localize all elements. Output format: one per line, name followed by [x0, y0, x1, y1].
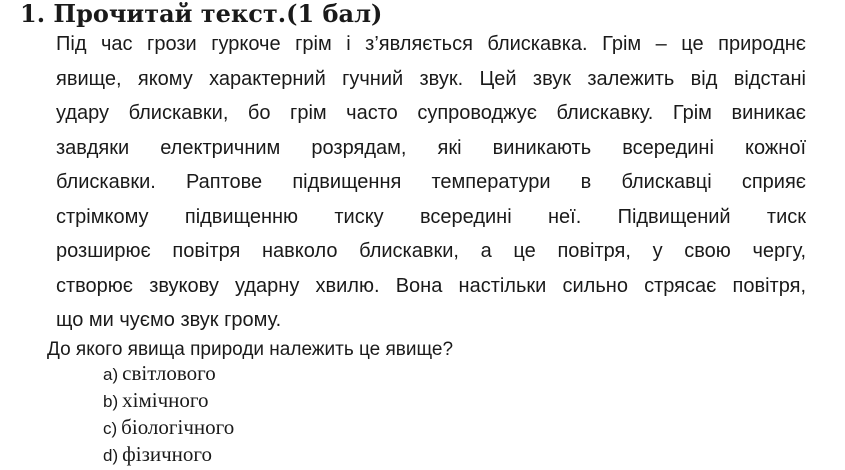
- option-a[interactable]: [103, 360, 234, 387]
- option-letter: a): [103, 365, 119, 384]
- question-text: До якого явища природи належить це явище?: [47, 339, 454, 360]
- option-d[interactable]: [103, 441, 234, 468]
- passage-line: стрімкому підвищенню тиску всередині неї. Підвищений тиск: [56, 205, 806, 228]
- option-b[interactable]: [103, 387, 234, 414]
- passage-line: явище, якому характерний гучний звук. Цей звук залежить від відстані: [56, 67, 806, 90]
- passage-line: розширює повітря навколо блискавки, а це повітря, у свою чергу,: [56, 240, 806, 262]
- task-title: 1. Прочитай текст.(1 бал): [20, 0, 383, 28]
- option-text: біологічного: [121, 415, 235, 439]
- passage-line: Під час грози гуркоче грім і з’являється блискавка. Грім – це природнє: [56, 33, 806, 55]
- passage-line: створює звукову ударну хвилю. Вона настільки сильно стрясає повітря,: [56, 274, 806, 297]
- option-c[interactable]: [103, 414, 234, 441]
- option-text: хімічного: [122, 388, 209, 412]
- option-letter: d): [103, 446, 119, 465]
- passage-line: завдяки електричним розрядам, які виникають всередині кожної: [56, 136, 806, 159]
- option-letter: c): [103, 419, 118, 438]
- option-text: фізичного: [122, 442, 212, 466]
- answer-options: [103, 360, 234, 468]
- reading-passage: [56, 27, 806, 338]
- passage-line: що ми чуємо звук грому.: [56, 309, 282, 331]
- passage-line: блискавки. Раптове підвищення температури в блискавці сприяє: [56, 171, 806, 193]
- option-text: світлового: [122, 361, 216, 385]
- option-letter: b): [103, 392, 119, 411]
- passage-line: удару блискавки, бо грім часто супроводжує блискавку. Грім виникає: [56, 102, 806, 124]
